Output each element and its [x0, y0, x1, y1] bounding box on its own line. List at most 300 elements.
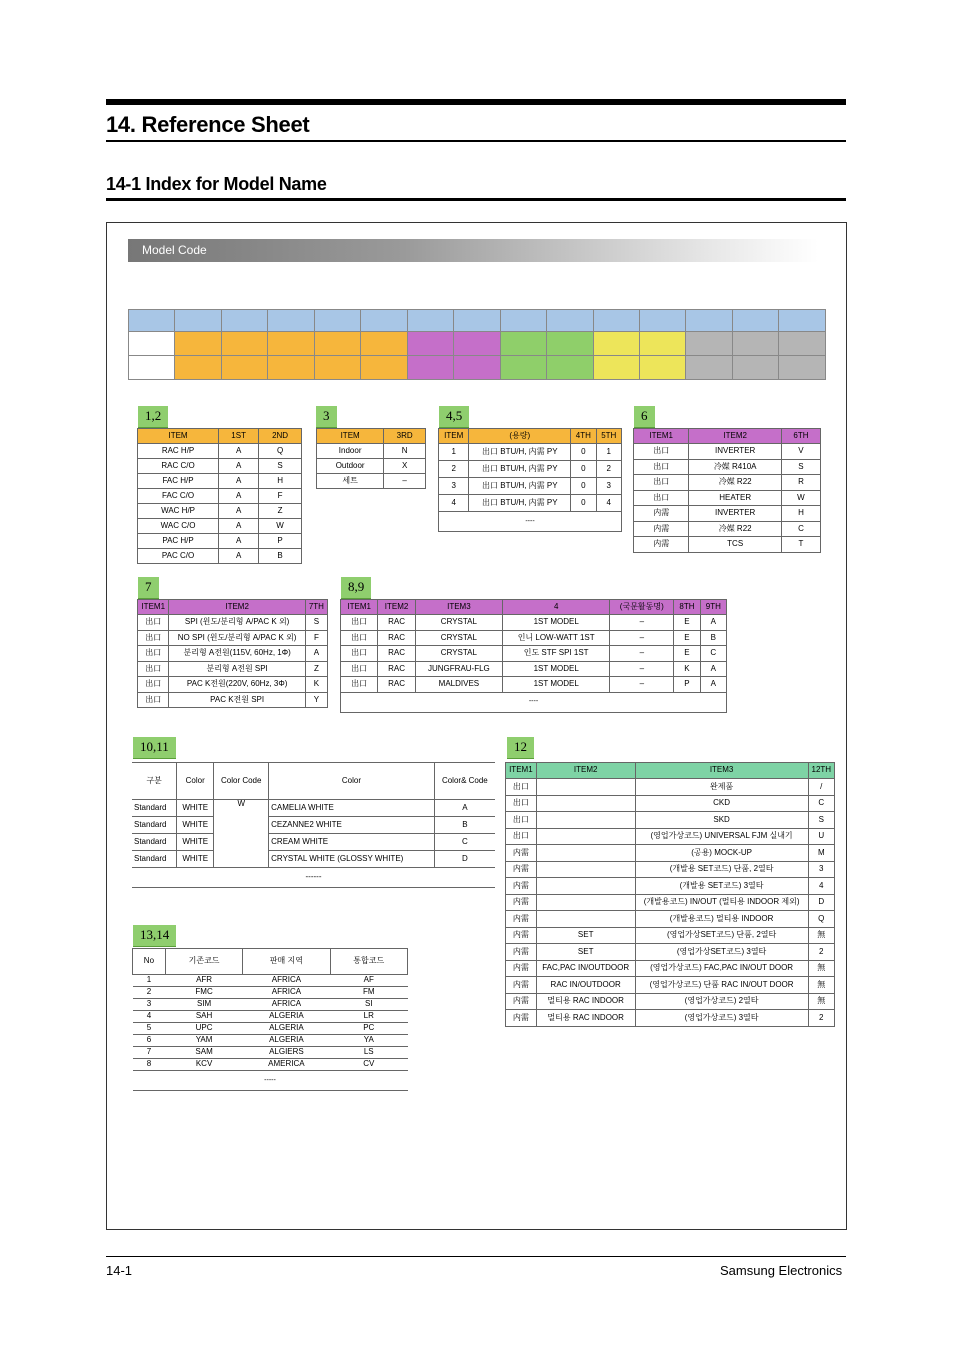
- column-header: (용량): [469, 429, 571, 444]
- column-header: ITEM: [439, 429, 469, 444]
- table-row: [317, 459, 426, 474]
- table-cell: S: [305, 615, 327, 631]
- table-4-5: [438, 428, 622, 532]
- table-row: [138, 459, 302, 474]
- tag-6: 6: [634, 406, 655, 428]
- table-cell: X: [384, 459, 426, 474]
- table-row: [133, 987, 408, 999]
- more-indicator: ------: [132, 868, 495, 888]
- table-row: [634, 444, 821, 460]
- table-row: [506, 960, 835, 977]
- tag-4-5: 4,5: [439, 406, 469, 428]
- table-cell: LR: [330, 1011, 407, 1023]
- table-cell: LS: [330, 1047, 407, 1059]
- table-cell: WAC H/P: [138, 504, 219, 519]
- table-cell: –: [610, 661, 674, 677]
- column-header: ITEM2: [378, 600, 415, 615]
- table-cell: 出口: [341, 661, 378, 677]
- table-cell: 4: [133, 1011, 166, 1023]
- table-cell: 1ST MODEL: [503, 661, 610, 677]
- header-row: [138, 600, 328, 615]
- table-cell: SKD: [635, 812, 808, 829]
- grid-cell: [221, 332, 267, 356]
- grid-cell: [639, 310, 685, 332]
- table-cell: 内需: [506, 861, 537, 878]
- grid-cell: [175, 356, 221, 380]
- table-cell: V: [781, 444, 820, 460]
- table-cell: S: [781, 459, 820, 475]
- table-cell: 内需: [506, 960, 537, 977]
- table-row: [506, 812, 835, 829]
- more-indicator: ----: [439, 512, 622, 532]
- model-code-label: Model Code: [142, 243, 207, 257]
- grid-cell: [547, 310, 593, 332]
- table-cell: 세트: [317, 474, 384, 489]
- table-6: [633, 428, 821, 553]
- table-cell: RAC H/P: [138, 444, 219, 459]
- grid-cell: [779, 332, 826, 356]
- table-cell: U: [808, 828, 834, 845]
- table-cell: A: [219, 549, 259, 564]
- table-cell: A: [219, 489, 259, 504]
- table-cell: 内需: [506, 977, 537, 994]
- table-row: [133, 999, 408, 1011]
- table-cell: W: [781, 490, 820, 506]
- column-header: ITEM: [138, 429, 219, 444]
- table-cell: 無: [808, 960, 834, 977]
- table-cell: 2: [133, 987, 166, 999]
- table-row: [138, 661, 328, 677]
- column-header: ITEM3: [415, 600, 502, 615]
- table-8-9: [340, 599, 727, 713]
- section-title: 14-1 Index for Model Name: [106, 174, 327, 194]
- table-cell: P: [674, 677, 700, 693]
- grid-cell: [314, 310, 360, 332]
- grid-cell: [779, 310, 826, 332]
- tag-10-11: 10,11: [133, 737, 176, 759]
- table-row: [132, 817, 495, 834]
- table-cell: W: [259, 519, 302, 534]
- table-row: [317, 444, 426, 459]
- table-cell: S: [259, 459, 302, 474]
- table-cell: [536, 779, 635, 796]
- table-cell: 内需: [506, 911, 537, 928]
- page-number: 14-1: [106, 1263, 133, 1278]
- column-header: ITEM1: [506, 763, 537, 779]
- column-header: 통합코드: [330, 949, 407, 975]
- table-cell: AFRICA: [243, 975, 330, 987]
- table-cell: R: [781, 475, 820, 491]
- table-cell: 出口: [634, 490, 689, 506]
- grid-cell: [129, 310, 175, 332]
- tag-13-14: 13,14: [133, 925, 176, 947]
- table-cell: RAC: [378, 615, 415, 631]
- table-3: [316, 428, 426, 489]
- header-row: [634, 429, 821, 444]
- table-cell: SPI (윈도/분리형 A/PAC K 외): [169, 615, 305, 631]
- table-row: [506, 911, 835, 928]
- table-1-2: [137, 428, 302, 564]
- model-code-grid: [128, 309, 826, 380]
- table-row: [506, 1010, 835, 1027]
- table-cell: RAC: [378, 677, 415, 693]
- table-row: [506, 977, 835, 994]
- table-cell: K: [305, 677, 327, 693]
- table-cell: 出口: [634, 444, 689, 460]
- table-cell: P: [259, 534, 302, 549]
- table-row: [506, 894, 835, 911]
- column-header: Color& Code: [434, 763, 495, 800]
- table-cell: 1ST MODEL: [503, 677, 610, 693]
- table-row: [439, 495, 622, 512]
- table-cell: 出口: [138, 677, 169, 693]
- table-cell: A: [700, 677, 726, 693]
- table-cell: 1: [596, 444, 621, 461]
- header-row: [138, 429, 302, 444]
- table-row: [133, 975, 408, 987]
- table-row: [634, 475, 821, 491]
- table-cell: 4: [596, 495, 621, 512]
- table-cell: (영업가상SET코드) 3열타: [635, 944, 808, 961]
- table-cell: [536, 795, 635, 812]
- table-cell: Q: [259, 444, 302, 459]
- table-cell: 1ST MODEL: [503, 615, 610, 631]
- table-cell: 出口: [506, 828, 537, 845]
- table-row: [506, 828, 835, 845]
- table-cell: JUNGFRAU-FLG: [415, 661, 502, 677]
- table-row: [634, 506, 821, 522]
- table-cell: 出口: [634, 459, 689, 475]
- table-cell: H: [259, 474, 302, 489]
- table-cell: 3: [808, 861, 834, 878]
- table-row: [133, 1035, 408, 1047]
- grid-cell: [779, 356, 826, 380]
- table-cell: SET: [536, 944, 635, 961]
- table-cell: CRYSTAL: [415, 646, 502, 662]
- table-cell: FAC C/O: [138, 489, 219, 504]
- table-cell: WHITE: [177, 817, 214, 834]
- table-cell: (개발용코드) 멀티용 INDOOR: [635, 911, 808, 928]
- table-cell: Standard: [132, 834, 177, 851]
- model-code-bar: [128, 239, 818, 262]
- column-header: ITEM1: [341, 600, 378, 615]
- table-cell: 内需: [506, 1010, 537, 1027]
- table-cell: B: [259, 549, 302, 564]
- table-row: [138, 677, 328, 693]
- grid-cell: [221, 310, 267, 332]
- table-cell: FMC: [165, 987, 242, 999]
- table-cell: E: [674, 615, 700, 631]
- table-cell: SIM: [165, 999, 242, 1011]
- table-row-more: [132, 868, 495, 888]
- table-13-14: [132, 948, 408, 1091]
- table-row: [132, 834, 495, 851]
- column-header: 2ND: [259, 429, 302, 444]
- table-cell: 8: [133, 1059, 166, 1071]
- grid-row: [129, 356, 826, 380]
- table-row: [506, 927, 835, 944]
- section-rule: [106, 198, 846, 201]
- table-cell: CRYSTAL WHITE (GLOSSY WHITE): [269, 851, 435, 868]
- table-cell: 멀티용 RAC INDOOR: [536, 993, 635, 1010]
- grid-cell: [268, 310, 314, 332]
- table-cell: Standard: [132, 851, 177, 868]
- table-cell: TCS: [689, 537, 782, 553]
- table-cell: ALGIERS: [243, 1047, 330, 1059]
- table-cell: A: [700, 615, 726, 631]
- table-cell: (개발용 SET코드) 단품, 2열타: [635, 861, 808, 878]
- grid-cell: [686, 310, 732, 332]
- table-cell: SAH: [165, 1011, 242, 1023]
- table-cell: (개발용코드) IN/OUT (멀티용 INDOOR 제외): [635, 894, 808, 911]
- table-cell: [536, 812, 635, 829]
- more-indicator: ----: [341, 692, 727, 712]
- table-cell: A: [219, 519, 259, 534]
- table-row: [138, 646, 328, 662]
- table-cell: RAC: [378, 661, 415, 677]
- table-cell: D: [808, 894, 834, 911]
- column-header: 7TH: [305, 600, 327, 615]
- table-row: [317, 474, 426, 489]
- table-cell: F: [259, 489, 302, 504]
- table-cell: E: [674, 630, 700, 646]
- table-cell: 出口: [138, 615, 169, 631]
- table-cell: 1: [439, 444, 469, 461]
- table-cell: 出口: [341, 615, 378, 631]
- table-cell: 出口: [341, 630, 378, 646]
- header-row: [133, 949, 408, 975]
- table-cell: [536, 894, 635, 911]
- table-row-more: [133, 1071, 408, 1091]
- table-cell: AFRICA: [243, 999, 330, 1011]
- table-cell: 2: [439, 461, 469, 478]
- table-row: [634, 537, 821, 553]
- table-cell: (영업가상코드) 단품 RAC IN/OUT DOOR: [635, 977, 808, 994]
- table-cell: PAC C/O: [138, 549, 219, 564]
- table-cell: F: [305, 630, 327, 646]
- table-row: [341, 615, 727, 631]
- grid-cell: [639, 332, 685, 356]
- table-cell: 분리형 A전원(115V, 60Hz, 1Φ): [169, 646, 305, 662]
- table-cell: (영업가상코드) FAC,PAC IN/OUT DOOR: [635, 960, 808, 977]
- table-cell: SAM: [165, 1047, 242, 1059]
- column-header: ITEM2: [169, 600, 305, 615]
- table-cell: PAC K전원(220V, 60Hz, 3Φ): [169, 677, 305, 693]
- table-cell: 5: [133, 1023, 166, 1035]
- table-cell: WHITE: [177, 800, 214, 817]
- table-cell: KCV: [165, 1059, 242, 1071]
- table-cell: AF: [330, 975, 407, 987]
- table-cell: INVERTER: [689, 444, 782, 460]
- table-cell: 出口: [138, 630, 169, 646]
- table-cell: HEATER: [689, 490, 782, 506]
- table-row: [341, 661, 727, 677]
- table-12: [505, 762, 835, 1027]
- table-cell: INVERTER: [689, 506, 782, 522]
- table-cell: 出口: [138, 692, 169, 708]
- table-cell: Z: [259, 504, 302, 519]
- table-cell: 出口: [506, 812, 537, 829]
- grid-cell: [221, 356, 267, 380]
- table-cell: –: [610, 630, 674, 646]
- tag-7: 7: [138, 577, 159, 599]
- column-header: 6TH: [781, 429, 820, 444]
- column-header: 1ST: [219, 429, 259, 444]
- table-cell: FAC,PAC IN/OUTDOOR: [536, 960, 635, 977]
- table-cell: 出口 BTU/H, 内需 PY: [469, 495, 571, 512]
- grid-cell: [361, 332, 407, 356]
- table-cell: 인니 LOW-WATT 1ST: [503, 630, 610, 646]
- table-cell: [536, 878, 635, 895]
- table-cell: N: [384, 444, 426, 459]
- grid-cell: [547, 356, 593, 380]
- table-cell: 出口: [341, 646, 378, 662]
- table-row: [138, 519, 302, 534]
- table-cell: [536, 828, 635, 845]
- table-cell: –: [610, 677, 674, 693]
- table-row: [341, 646, 727, 662]
- grid-cell: [593, 332, 639, 356]
- table-cell: 3: [133, 999, 166, 1011]
- table-cell: 인도 STF SPI 1ST: [503, 646, 610, 662]
- table-cell: 出口 BTU/H, 内需 PY: [469, 444, 571, 461]
- table-cell: B: [434, 817, 495, 834]
- table-cell: 4: [439, 495, 469, 512]
- table-row: [439, 461, 622, 478]
- table-cell: C: [808, 795, 834, 812]
- table-cell: PC: [330, 1023, 407, 1035]
- table-cell: 완제품: [635, 779, 808, 796]
- table-cell: ALGERIA: [243, 1035, 330, 1047]
- table-row: [138, 534, 302, 549]
- table-row: [132, 851, 495, 868]
- table-row: [138, 474, 302, 489]
- column-header: ITEM3: [635, 763, 808, 779]
- table-cell: 出口: [138, 646, 169, 662]
- header-row: [317, 429, 426, 444]
- table-cell: (공용) MOCK-UP: [635, 845, 808, 862]
- table-row: [506, 878, 835, 895]
- grid-cell: [732, 332, 778, 356]
- grid-row: [129, 332, 826, 356]
- table-cell: 2: [596, 461, 621, 478]
- table-cell: S: [808, 812, 834, 829]
- table-cell: YA: [330, 1035, 407, 1047]
- tag-1-2: 1,2: [138, 406, 168, 428]
- footer-rule: [106, 1256, 846, 1257]
- column-header: ITEM2: [536, 763, 635, 779]
- table-cell: H: [781, 506, 820, 522]
- table-cell: RAC: [378, 630, 415, 646]
- grid-cell: [314, 356, 360, 380]
- table-row: [506, 779, 835, 796]
- table-cell: 冷媒 R22: [689, 475, 782, 491]
- table-cell: B: [700, 630, 726, 646]
- table-cell: UPC: [165, 1023, 242, 1035]
- table-cell: RAC C/O: [138, 459, 219, 474]
- column-header: 4TH: [571, 429, 596, 444]
- table-cell: 内需: [634, 537, 689, 553]
- column-header: ITEM: [317, 429, 384, 444]
- table-row: [133, 1047, 408, 1059]
- grid-cell: [407, 356, 453, 380]
- table-row: [506, 845, 835, 862]
- table-cell: 冷媒 R410A: [689, 459, 782, 475]
- table-cell: AFR: [165, 975, 242, 987]
- table-cell: 内需: [506, 944, 537, 961]
- table-cell: WAC C/O: [138, 519, 219, 534]
- table-cell: CRYSTAL: [415, 630, 502, 646]
- column-header: Color: [177, 763, 214, 800]
- header-row: [439, 429, 622, 444]
- table-cell: E: [674, 646, 700, 662]
- grid-cell: [593, 310, 639, 332]
- table-cell: 内需: [506, 927, 537, 944]
- table-cell: SET: [536, 927, 635, 944]
- table-cell: A: [219, 534, 259, 549]
- grid-cell: [129, 356, 175, 380]
- table-row: [634, 459, 821, 475]
- table-cell: RAC: [378, 646, 415, 662]
- table-cell: 無: [808, 993, 834, 1010]
- table-row: [506, 993, 835, 1010]
- grid-row: [129, 310, 826, 332]
- table-cell: A: [305, 646, 327, 662]
- table-cell: 분리형 A전원 SPI: [169, 661, 305, 677]
- column-header: 판매 지역: [243, 949, 330, 975]
- column-header: 4: [503, 600, 610, 615]
- table-cell: 멀티용 RAC INDOOR: [536, 1010, 635, 1027]
- column-header: 기존코드: [165, 949, 242, 975]
- table-cell: Outdoor: [317, 459, 384, 474]
- grid-cell: [500, 332, 546, 356]
- column-header: ITEM2: [689, 429, 782, 444]
- grid-cell: [500, 356, 546, 380]
- more-indicator: -----: [133, 1071, 408, 1091]
- table-cell: [536, 861, 635, 878]
- table-cell: CEZANNE2 WHITE: [269, 817, 435, 834]
- table-cell: 無: [808, 977, 834, 994]
- table-cell: 内需: [506, 878, 537, 895]
- table-row: [439, 478, 622, 495]
- table-cell: SI: [330, 999, 407, 1011]
- column-header: (국문활동명): [610, 600, 674, 615]
- table-cell: 出口 BTU/H, 内需 PY: [469, 461, 571, 478]
- table-cell: FAC H/P: [138, 474, 219, 489]
- column-header: 5TH: [596, 429, 621, 444]
- table-cell: 出口: [506, 779, 537, 796]
- table-cell: PAC H/P: [138, 534, 219, 549]
- top-rule: [106, 99, 846, 105]
- table-row-more: [341, 692, 727, 712]
- table-cell: 出口: [138, 661, 169, 677]
- grid-cell: [407, 332, 453, 356]
- table-cell: –: [610, 646, 674, 662]
- table-cell: RAC IN/OUTDOOR: [536, 977, 635, 994]
- table-10-11: [132, 762, 495, 888]
- table-cell: 内需: [506, 894, 537, 911]
- table-cell: 内需: [634, 521, 689, 537]
- column-header: No: [133, 949, 166, 975]
- table-cell: 内需: [506, 993, 537, 1010]
- table-cell: Y: [305, 692, 327, 708]
- table-cell: NO SPI (윈도/분리형 A/PAC K 외): [169, 630, 305, 646]
- table-cell: WHITE: [177, 851, 214, 868]
- column-header: 3RD: [384, 429, 426, 444]
- table-cell: 7: [133, 1047, 166, 1059]
- grid-cell: [547, 332, 593, 356]
- tag-8-9: 8,9: [341, 577, 371, 599]
